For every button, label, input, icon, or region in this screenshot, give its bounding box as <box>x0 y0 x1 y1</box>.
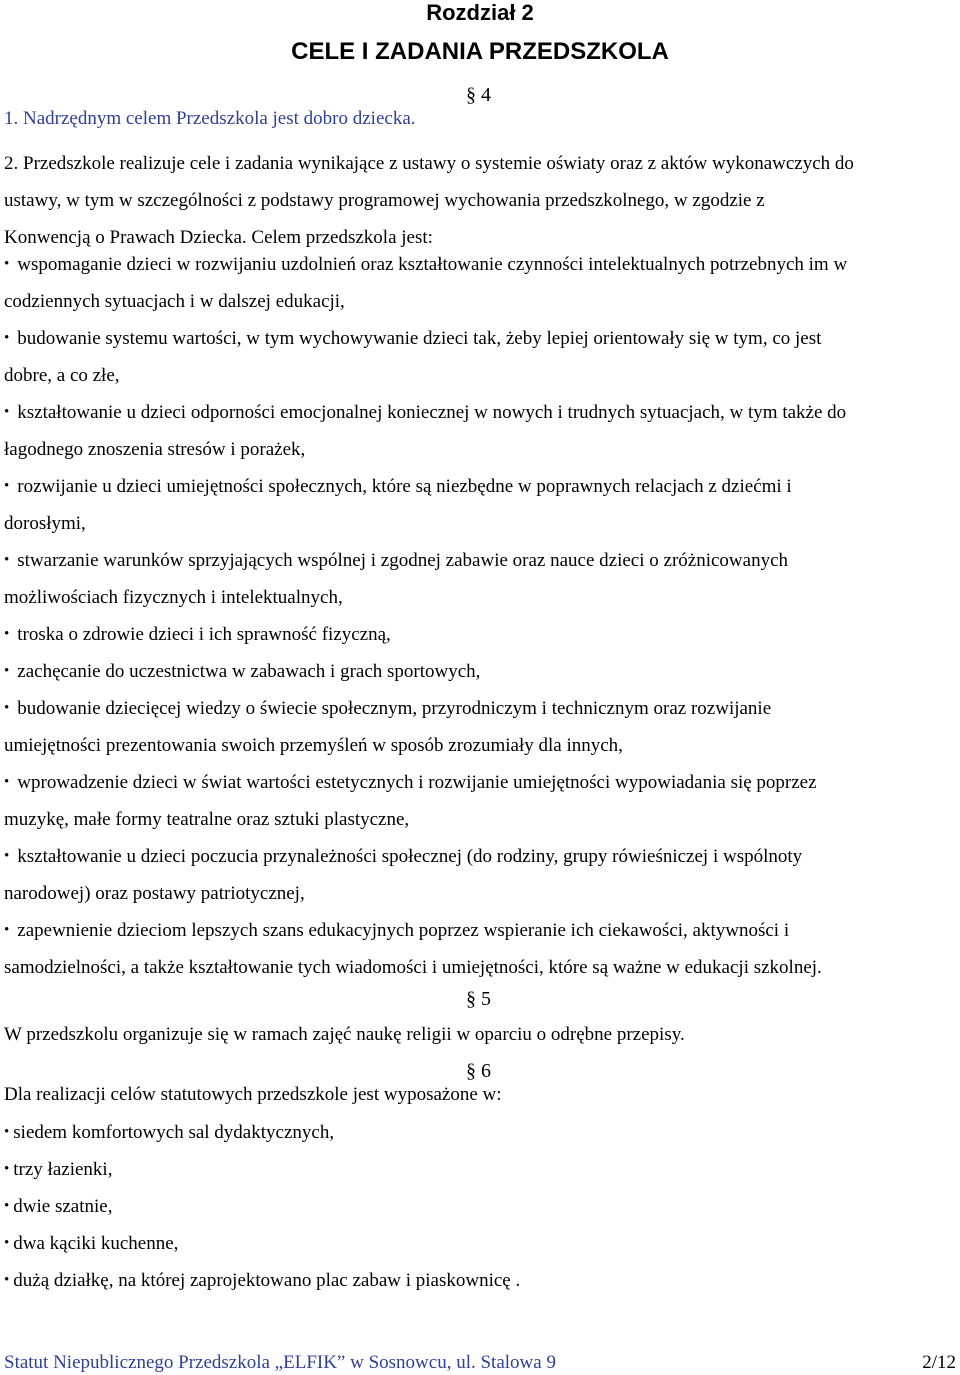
bullet-icon: • <box>4 330 10 346</box>
bullet-text: kształtowanie u dzieci odporności emocjonalnej koniecznej w nowych i trudnych sytuacjach, w tym także do <box>17 402 847 423</box>
bullet-icon: • <box>4 1235 10 1251</box>
bullet-item <box>4 624 391 646</box>
equipment-text: dwa kąciki kuchenne, <box>13 1233 179 1254</box>
bullet-text: wspomaganie dzieci w rozwijaniu uzdolnień oraz kształtowanie czynności intelektualnych potrzebnych im w <box>17 254 848 275</box>
bullet-icon: • <box>4 774 10 790</box>
bullet-item <box>4 698 771 720</box>
bullet-continuation: możliwościach fizycznych i intelektualnych, <box>4 587 343 608</box>
bullet-icon: • <box>4 404 10 420</box>
equipment-item <box>4 1159 112 1181</box>
bullet-icon: • <box>4 256 10 272</box>
bullet-continuation: łagodnego znoszenia stresów i porażek, <box>4 439 306 460</box>
bullet-text: zapewnienie dzieciom lepszych szans edukacyjnych poprzez wspieranie ich ciekawości, aktywności i <box>17 920 790 941</box>
footer-left: Statut Niepublicznego Przedszkola „ELFIK” w Sosnowcu, ul. Stalowa 9 <box>4 1352 556 1373</box>
bullet-item <box>4 476 792 498</box>
bullet-continuation: dorosłymi, <box>4 513 86 534</box>
bullet-icon: • <box>4 1198 10 1214</box>
equipment-text: dużą działkę, na której zaprojektowano plac zabaw i piaskownicę . <box>13 1270 521 1291</box>
s4-paragraph-2-line: 2. Przedszkole realizuje cele i zadania wynikające z ustawy o systemie oświaty oraz z aktów wykonawczych do <box>4 153 854 174</box>
bullet-item <box>4 846 802 868</box>
s4-paragraph-2-line: ustawy, w tym w szczególności z podstawy programowej wychowania przedszkolnego, w zgodzie z <box>4 190 765 211</box>
bullet-item <box>4 661 480 683</box>
bullet-text: rozwijanie u dzieci umiejętności społecznych, które są niezbędne w poprawnych relacjach z dziećmi i <box>17 476 792 497</box>
bullet-text: kształtowanie u dzieci poczucia przynależności społecznej (do rodziny, grupy rówieśniczej i wspólnoty <box>17 846 803 867</box>
s6-intro: Dla realizacji celów statutowych przedszkole jest wyposażone w: <box>4 1084 502 1105</box>
s4-paragraph-2 <box>4 145 854 256</box>
bullet-icon: • <box>4 663 10 679</box>
equipment-text: trzy łazienki, <box>13 1159 113 1180</box>
page-number: 2/12 <box>922 1352 956 1373</box>
equipment-text: siedem komfortowych sal dydaktycznych, <box>13 1122 335 1143</box>
bullet-icon: • <box>4 1161 10 1177</box>
equipment-item <box>4 1233 178 1255</box>
section-4-mark: § 4 <box>466 84 491 106</box>
chapter-number: Rozdział 2 <box>426 0 534 25</box>
bullet-item <box>4 920 789 942</box>
bullet-item <box>4 772 817 794</box>
bullet-continuation: codziennych sytuacjach i w dalszej edukacji, <box>4 291 345 312</box>
section-6-mark: § 6 <box>466 1060 491 1082</box>
bullet-continuation: dobre, a co złe, <box>4 365 120 386</box>
bullet-continuation: samodzielności, a także kształtowanie tych wiadomości i umiejętności, które są ważne w edukacji szkolnej. <box>4 957 822 978</box>
bullet-item <box>4 254 847 276</box>
equipment-text: dwie szatnie, <box>13 1196 113 1217</box>
bullet-text: budowanie dziecięcej wiedzy o świecie społecznym, przyrodniczym i technicznym oraz rozwijanie <box>17 698 772 719</box>
bullet-icon: • <box>4 1124 10 1140</box>
bullet-item <box>4 328 821 350</box>
bullet-icon: • <box>4 626 10 642</box>
chapter-title: CELE I ZADANIA PRZEDSZKOLA <box>291 38 669 65</box>
equipment-item <box>4 1270 520 1292</box>
bullet-text: stwarzanie warunków sprzyjających wspólnej i zgodnej zabawie oraz nauce dzieci o zróżnicowanych <box>17 550 788 571</box>
bullet-continuation: umiejętności prezentowania swoich przemyśleń w sposób zrozumiały dla innych, <box>4 735 623 756</box>
s4-paragraph-1: 1. Nadrzędnym celem Przedszkola jest dobro dziecka. <box>4 108 416 129</box>
s5-text: W przedszkolu organizuje się w ramach zajęć naukę religii w oparciu o odrębne przepisy. <box>4 1024 685 1045</box>
bullet-text: troska o zdrowie dzieci i ich sprawność fizyczną, <box>17 624 391 645</box>
bullet-icon: • <box>4 552 10 568</box>
bullet-item <box>4 402 846 424</box>
bullet-continuation: muzykę, małe formy teatralne oraz sztuki plastyczne, <box>4 809 410 830</box>
equipment-item <box>4 1196 112 1218</box>
bullet-icon: • <box>4 478 10 494</box>
bullet-continuation: narodowej) oraz postawy patriotycznej, <box>4 883 305 904</box>
bullet-icon: • <box>4 848 10 864</box>
bullet-icon: • <box>4 922 10 938</box>
bullet-item <box>4 550 788 572</box>
s4-paragraph-2-line: Konwencją o Prawach Dziecka. Celem przedszkola jest: <box>4 227 433 248</box>
section-5-mark: § 5 <box>466 988 491 1010</box>
bullet-text: zachęcanie do uczestnictwa w zabawach i grach sportowych, <box>17 661 481 682</box>
bullet-icon: • <box>4 700 10 716</box>
bullet-icon: • <box>4 1272 10 1288</box>
equipment-item <box>4 1122 334 1144</box>
bullet-text: budowanie systemu wartości, w tym wychowywanie dzieci tak, żeby lepiej orientowały się w tym, co jest <box>17 328 822 349</box>
bullet-text: wprowadzenie dzieci w świat wartości estetycznych i rozwijanie umiejętności wypowiadania się poprzez <box>17 772 817 793</box>
